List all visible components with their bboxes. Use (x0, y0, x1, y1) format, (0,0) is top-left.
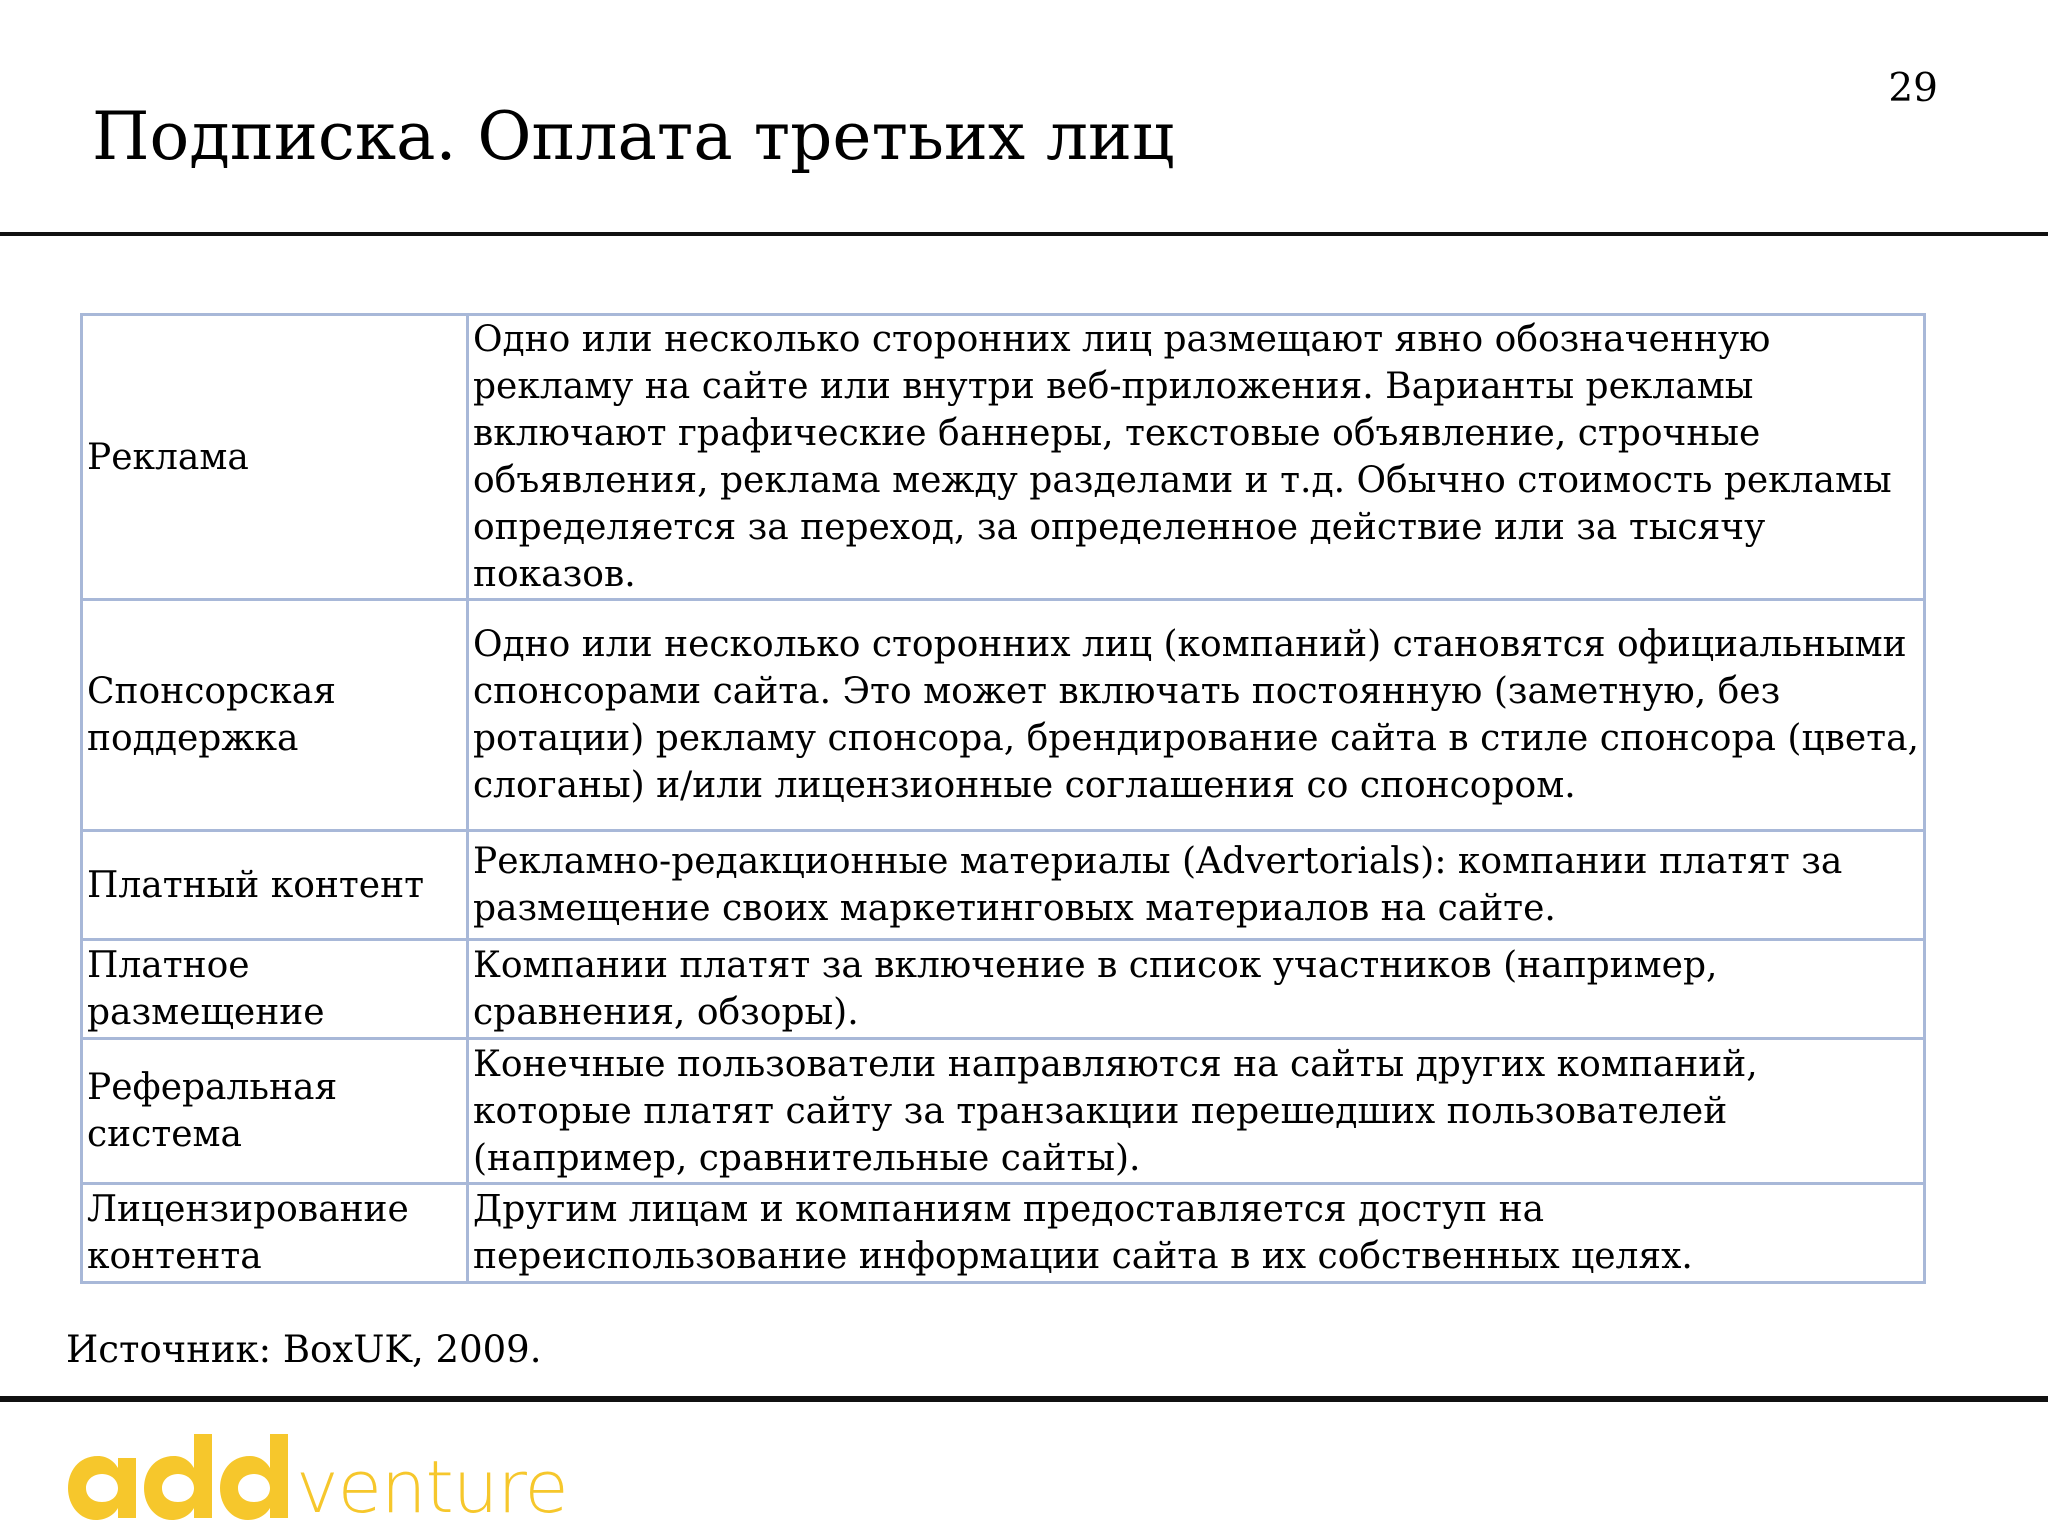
description-cell: Одно или несколько сторонних лиц (компаний) становятся официальными спонсорами сайта. Это может включать постоянную (заметную, без ротации) рекламу спонсора, брендирование сайта в стиле спонсора (цвета, слоганы) и/или лицензионные соглашения со спонсором. (468, 600, 1925, 831)
footer-divider (0, 1396, 2048, 1402)
term-cell: Платное размещение (82, 940, 468, 1039)
revenue-models-table-container (80, 313, 1926, 1284)
table-row (82, 831, 1925, 940)
description-cell: Другим лицам и компаниям предоставляется доступ на переиспользование информации сайта в их собственных целях. (468, 1184, 1925, 1283)
description-cell: Компании платят за включение в список участников (например, сравнения, обзоры). (468, 940, 1925, 1039)
table-row (82, 940, 1925, 1039)
table-row (82, 600, 1925, 831)
term-cell: Реклама (82, 315, 468, 600)
description-cell: Одно или несколько сторонних лиц размещают явно обозначенную рекламу на сайте или внутри веб-приложения. Варианты рекламы включают графические баннеры, текстовые объявление, строчные объявления, реклама между разделами и т.д. Обычно стоимость рекламы определяется за переход, за определенное действие или за тысячу показов. (468, 315, 1925, 600)
svg-text:venture: venture (296, 1445, 568, 1526)
term-cell: Реферальная система (82, 1039, 468, 1184)
description-cell: Рекламно-редакционные материалы (Advertorials): компании платят за размещение своих маркетинговых материалов на сайте. (468, 831, 1925, 940)
term-cell: Спонсорская поддержка (82, 600, 468, 831)
addventure-logo-graphic (64, 1430, 584, 1526)
slide-title: Подписка. Оплата третьих лиц (92, 98, 1175, 175)
description-cell: Конечные пользователи направляются на сайты других компаний, которые платят сайту за транзакции перешедших пользователей (например, сравнительные сайты). (468, 1039, 1925, 1184)
table-row (82, 1039, 1925, 1184)
title-divider (0, 232, 2048, 236)
term-cell: Платный контент (82, 831, 468, 940)
table-row (82, 315, 1925, 600)
revenue-models-table (80, 313, 1926, 1284)
page-number: 29 (1888, 66, 1938, 111)
table-row (82, 1184, 1925, 1283)
source-citation: Источник: BoxUK, 2009. (66, 1328, 542, 1371)
term-cell: Лицензирование контента (82, 1184, 468, 1283)
addventure-logo (64, 1430, 584, 1530)
